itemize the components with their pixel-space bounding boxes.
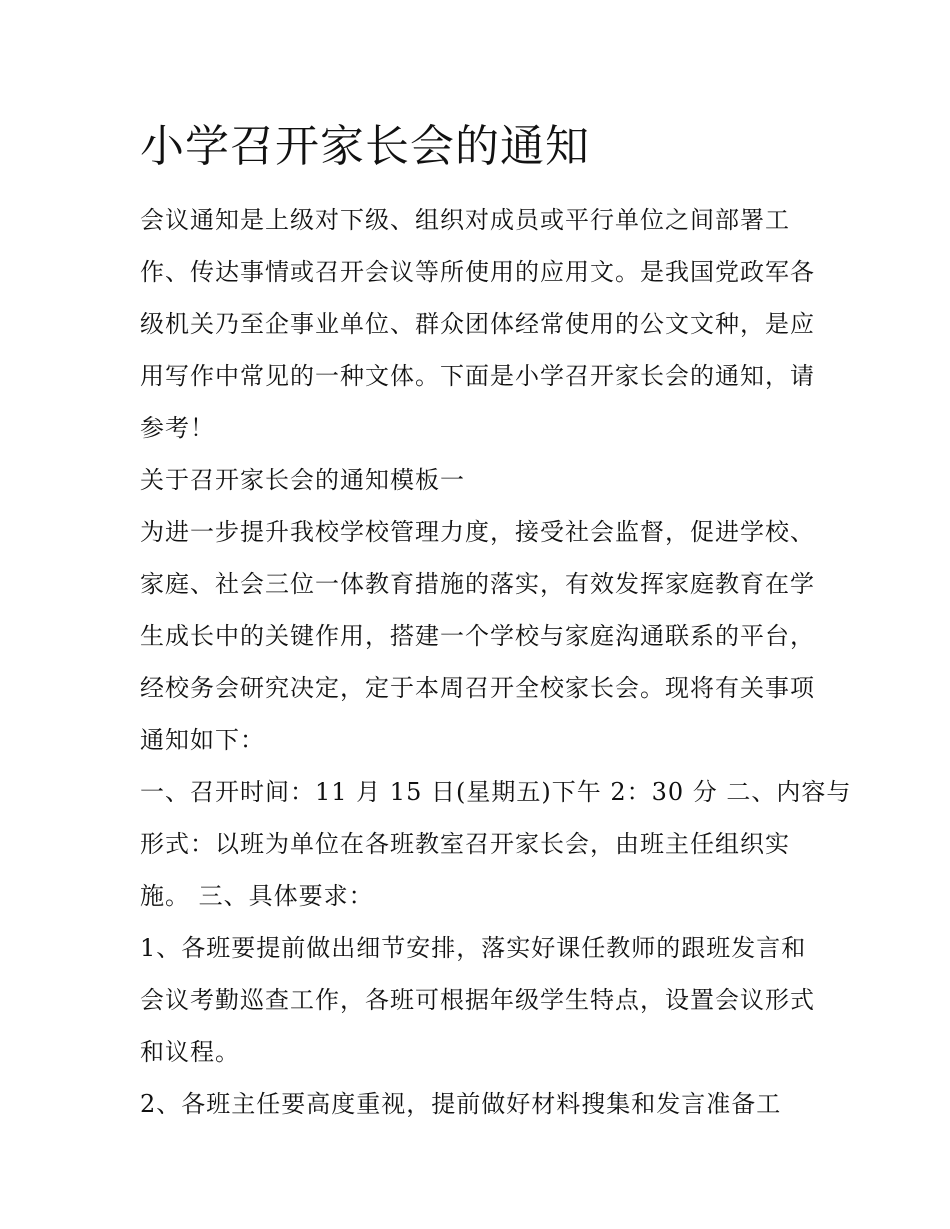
body-line: 家庭、社会三位一体教育措施的落实，有效发挥家庭教育在学 [140, 570, 815, 598]
page-title: 小学召开家长会的通知 [140, 121, 590, 172]
body-line: 和议程。 [140, 1038, 240, 1066]
body-line: 经校务会研究决定，定于本周召开全校家长会。现将有关事项 [140, 674, 815, 702]
body-line: 施。 三、具体要求： [140, 882, 374, 910]
body-line: 级机关乃至企事业单位、群众团体经常使用的公文文种，是应 [140, 310, 815, 338]
body-line: 作、传达事情或召开会议等所使用的应用文。是我国党政军各 [140, 258, 815, 286]
body-line: 一、召开时间：11 月 15 日(星期五)下午 2：30 分 二、内容与 [140, 778, 852, 806]
body-line: 为进一步提升我校学校管理力度，接受社会监督，促进学校、 [140, 518, 815, 546]
body-line: 用写作中常见的一种文体。下面是小学召开家长会的通知，请 [140, 362, 815, 390]
body-line: 会议考勤巡查工作，各班可根据年级学生特点，设置会议形式 [140, 986, 815, 1014]
document-page [140, 112, 852, 1130]
body-line: 参考！ [140, 414, 215, 442]
body-line: 形式：以班为单位在各班教室召开家长会，由班主任组织实 [140, 830, 790, 858]
body-line: 会议通知是上级对下级、组织对成员或平行单位之间部署工 [140, 206, 790, 234]
body-line: 通知如下： [140, 726, 265, 754]
list-item: 2、各班主任要高度重视，提前做好材料搜集和发言准备工 [140, 1090, 782, 1118]
section-heading: 关于召开家长会的通知模板一 [140, 466, 465, 494]
list-item: 1、各班要提前做出细节安排，落实好课任教师的跟班发言和 [140, 934, 807, 962]
body-line: 生成长中的关键作用，搭建一个学校与家庭沟通联系的平台， [140, 622, 815, 650]
